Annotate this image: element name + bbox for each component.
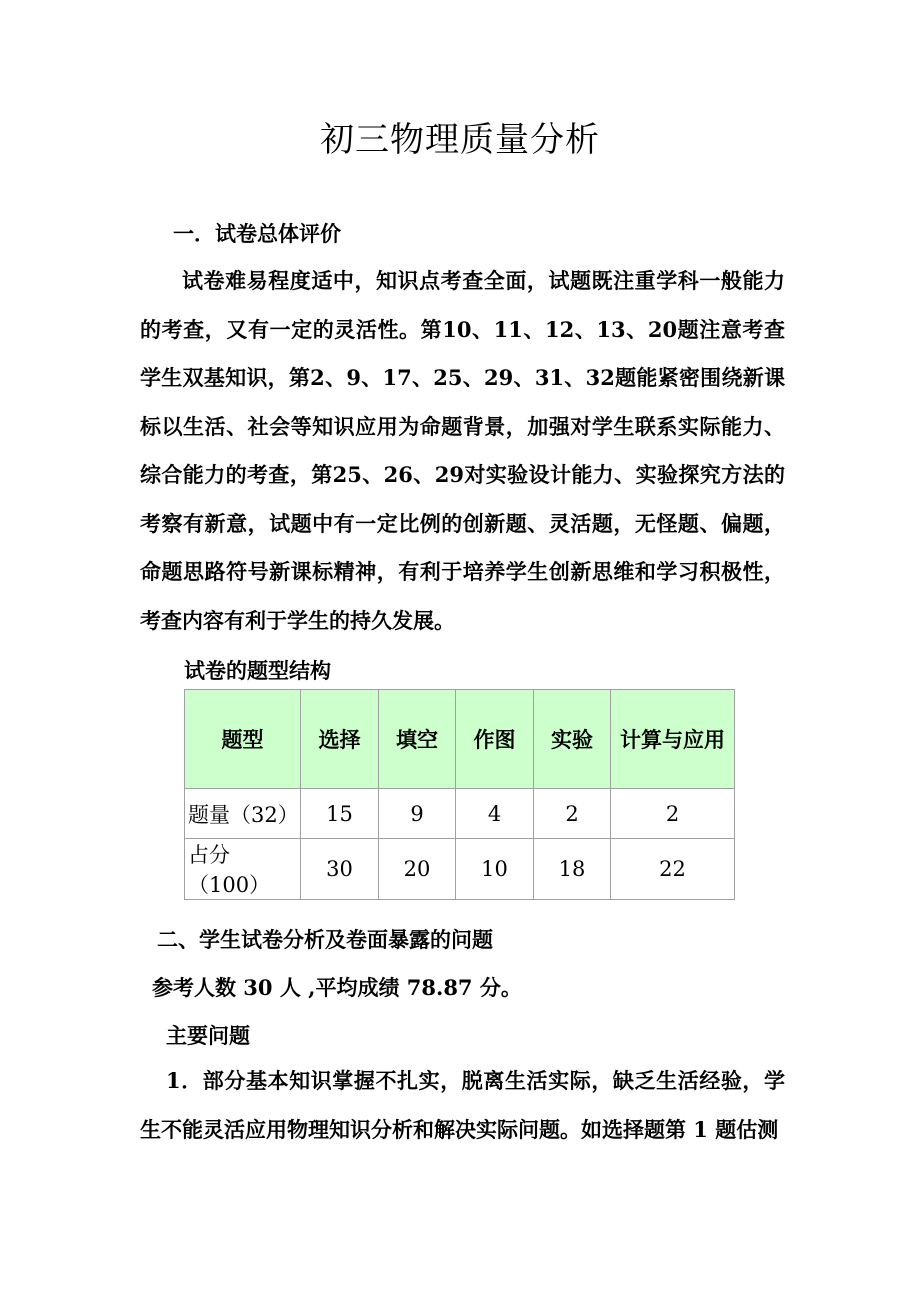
page-title: 初三物理质量分析 <box>320 120 600 160</box>
table-cell: 2 <box>534 789 611 839</box>
table-cell: 20 <box>379 839 456 900</box>
header-cell-experiment: 实验 <box>534 690 611 789</box>
table-row <box>185 839 735 900</box>
problem-item-1: 1．部分基本知识掌握不扎实，脱离生活实际，缺乏生活经验，学生不能灵活应用物理知识分析和解决实际问题。如选择题第 1 题估测 <box>140 1068 785 1142</box>
table-cell: 4 <box>456 789 534 839</box>
question-structure-table <box>184 689 735 900</box>
table-cell: 18 <box>534 839 611 900</box>
header-cell-type: 题型 <box>185 690 301 789</box>
table-cell: 30 <box>301 839 379 900</box>
table-cell: 10 <box>456 839 534 900</box>
header-cell-drawing: 作图 <box>456 690 534 789</box>
table-cell: 15 <box>301 789 379 839</box>
table-caption: 试卷的题型结构 <box>184 658 331 683</box>
header-cell-calculation: 计算与应用 <box>611 690 735 789</box>
table-row <box>185 789 735 839</box>
exam-stats: 参考人数 30 人 ,平均成绩 78.87 分。 <box>152 975 522 1000</box>
section-1-heading: 一．试卷总体评价 <box>173 221 341 246</box>
section-2-heading: 二、学生试卷分析及卷面暴露的问题 <box>157 927 493 952</box>
section-1-paragraph: 试卷难易程度适中，知识点考查全面，试题既注重学科一般能力的考查，又有一定的灵活性。第10、11、12、13、20题注意考查学生双基知识，第2、9、17、25、29、31、32题能紧密围绕新课标以生活、社会等知识应用为命题背景，加强对学生联系实际能力、综合能力的考查，第25、26、29对实验设计能力、实验探究方法的考察有新意，试题中有一定比例的创新题、灵活题，无怪题、偏题，命题思路符号新课标精神，有利于培养学生创新思维和学习积极性，考查内容有利于学生的持久发展。 <box>140 268 785 633</box>
table-header-row <box>185 690 735 789</box>
row-label-count: 题量（32） <box>185 789 301 839</box>
main-problems-heading: 主要问题 <box>166 1023 250 1048</box>
header-cell-choice: 选择 <box>301 690 379 789</box>
table-cell: 2 <box>611 789 735 839</box>
table-cell: 9 <box>379 789 456 839</box>
table-cell: 22 <box>611 839 735 900</box>
header-cell-fill: 填空 <box>379 690 456 789</box>
row-label-score: 占分（100） <box>185 839 301 900</box>
